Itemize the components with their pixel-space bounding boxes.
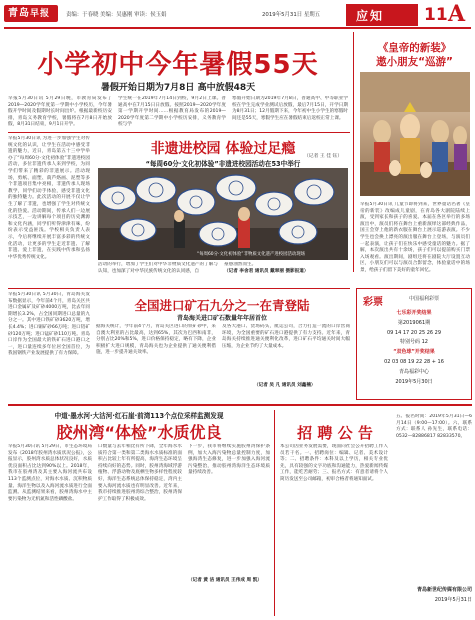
section-rule-2 — [8, 288, 350, 289]
lottery-line-5: “双色球”开奖结果 — [393, 349, 435, 356]
lottery-line-1: 七乐彩开奖结果 — [396, 310, 432, 316]
section-rule — [8, 132, 350, 133]
issue-date: 2019年5月31日 星期五 — [262, 12, 321, 18]
section-banner — [346, 4, 418, 26]
recruit-date: 2019年5月31日 — [434, 597, 472, 603]
mining-col1: 早报5月30日讯 5月30日，青岛海关发布数据显示，今年前4个月，青岛关区共进口金属矿及矿砂4000万吨，比去年同期增长3.2%，占全国同期进口总量的九分之一。其中进口铁矿砂3620万吨，增长4.4%；进口铜矿砂66万吨；进口铝矿砂120万吨；进口锰矿砂110万吨。青岛口岸作为全国最大的铁矿石进口港口之一，进口量连续多年位居全国首位，为我国钢铁产业发展提供了有力保障。 — [8, 292, 90, 357]
stage-illustration — [360, 72, 470, 196]
top-story-subtitle: 暑假开始日期为7月8日 高中放假48天 — [100, 83, 256, 93]
lottery-line-2: 第2019061期 — [397, 319, 431, 326]
lottery-brand: 彩票 — [363, 297, 383, 308]
side-story-photo — [360, 72, 470, 196]
column-rule — [353, 32, 354, 272]
feature-photo-caption: “每周60分·文化初体验”非物质文化遗产进校园活动现场 — [196, 252, 306, 257]
side-story-title-1: 《皇帝的新装》 — [377, 42, 452, 54]
section-label: 应知 — [356, 9, 385, 23]
jiaozhou-col2: 口数量与去年相比有所下降，全年海水水质符合第一类和第二类海水水质标准的面积占比较上年有所提高，海湾生态环境呈持续向好的态势。同时，胶州湾海域浮游植物、浮游动物及底栖生物多样性程度较好，海洋生态系统总体保持稳定，湾内主要入海河流水质也有明显改善。近年来，我市持续推进胶州湾综合整治，胶州湾保护工作取得了积极成效。 — [98, 444, 182, 502]
recruit-title: 招 聘 公 告 — [297, 424, 373, 442]
logo-suffix: 早报 — [30, 9, 51, 19]
mining-story — [8, 290, 350, 400]
jiaozhou-col3: 下一步，我市将继续实施胶州湾保护条例，加大入海污染物总量控制力度，加强海湾生态修复，进一步加强入海河流污染整治，推动胶州湾海洋生态环境质量持续改善。 — [188, 444, 270, 476]
jiaozhou-signature: （记者 黄 洁 通讯员 王伟成 周 凯） — [188, 578, 262, 583]
header-rule — [4, 27, 471, 29]
mining-title: 全国进口矿石九分之一在青登陆 — [134, 298, 310, 313]
top-story-col2: 学生统一在2019年7月14日到校，9月2日上课。普通高中在7月15日日放假。按照2019—2020学年度第一学期开学时间……根据教育局发布的2019—2020学年度第二学期中小学校历安排，义务教育学校与学 — [118, 96, 226, 128]
mining-col2: 据海关统计，今年前4个月，青岛关区进口的铁矿砂中，来自澳大利亚的占比最高，达到65%，其次为巴西和南非，分别占比20%和5%，进口价格保持稳定，略有下降，企业积极扩大进口规模，青岛海关也为企业提供了通关便利措施，进一步提升通关效率。 — [96, 324, 216, 356]
lottery-line-3: 09 14 17 20 25 26 29 — [386, 329, 442, 336]
top-story-signature: （记者 王 佳 钰） — [304, 154, 343, 159]
newspaper-logo — [4, 5, 58, 22]
feature-subtitle: “每周60分·文化初体验”非遗进校园活动在53中举行 — [145, 160, 301, 168]
column-rule-2 — [274, 410, 275, 616]
lottery-line-6: 02 03 08 19 22 28 + 16 — [384, 358, 444, 365]
top-story-title: 小学初中今年暑假55天 — [37, 50, 319, 80]
feature-story — [8, 134, 350, 284]
jiaozhou-title: 胶州湾“体检”水质优良 — [56, 423, 222, 442]
lottery-box — [356, 288, 472, 400]
jiaozhou-story — [8, 408, 270, 616]
top-story-col3: 寒假开始日期为2019年7月8日，普通高中、中等职业学校在学生完成学业测试后放假，最后7月15日，开学日期为8月31日；12月假期下来，今年初中生小学生的寒假时间还是55天，寒假学生应在暑假结束后返校正常上课。 — [232, 96, 348, 121]
recruit-body: 本公司因业务发展需要，现面向社会公开招聘工作人员若干名。一、招聘岗位：编辑、记者、美术设计等；二、招聘条件：本科及以上学历，相关专业优先，具有较强的文字功底和沟通能力，热爱新闻传媒工作，能吃苦耐劳；三、报名方式：有意者请将个人简历发送至公司邮箱，初审合格者将通知面试。 — [280, 444, 388, 482]
feature-photo — [98, 168, 348, 260]
umbrella-photo — [98, 168, 348, 260]
lottery-results — [361, 309, 467, 393]
mining-col3: 及各大港口、货场码头，航运公司，合力打造一流的口岸营商环境，为全国重要的矿石进口港提供了有力支持。近年来，青岛海关持续推进通关便利化改革，进口矿石平均通关时间大幅压缩，为企业节约了大量成本。 — [222, 324, 350, 349]
side-story-body: 早报5月30日讯 儿童节即将到来，世界童话名著《皇帝的新装》改编成儿童剧，在青岛各大剧院陆续上演，受到家长和孩子的喜爱。本届在各区举行的多场演出中，演员们将在舞台上重新演绎这部经典作品，国王会穿上他的新衣服在舞台上展示巡游表演。不少学生也会换上漂亮的演出服在舞台上登场，与演员们一起表演，让孩子们在快乐中感受童话的魅力。据了解，本次演出共有十余场，孩子们可以提前购买门票入场观看。演出期间，剧组还将在剧院大厅设置互动区，小朋友们可以与演员合影留念，体验童话中的场景，给孩子们留下美好的童年回忆。 — [360, 202, 470, 273]
feature-signature: （记者 李舍君 通讯员 戴翠丽 摄影报道） — [224, 269, 309, 274]
editors-line: 责编：于春晓 美编：吴惠刚 审读：侯玉娟 — [66, 12, 167, 18]
lottery-line-4: 特别号码 12 — [400, 339, 428, 346]
jiaozhou-col1: 早报5月30日讯 5月29日，市生态环境局发布《2018年胶州湾水质状况公报》，公报显示，胶州湾水质总体状况良好，水质优良面积占比达到90%以上。2018年，我市在胶州湾及其主要入海河流共布设113个监测点位，对海水水质、沉积物质量、海洋生物以及入海河流水质进行全面监测。从监测结果来看，胶州湾海水中主要污染物为无机氮和活性磷酸盐。 — [8, 444, 92, 502]
page-header — [0, 0, 475, 28]
lottery-center: 中国福利彩票 — [409, 296, 440, 302]
mining-subtitle: 青岛海关进口矿石数量年年居首位 — [176, 315, 267, 322]
page-letter: A — [448, 1, 466, 27]
recruit-org: 青岛新世纪传媒有限公司 — [416, 587, 472, 593]
mining-signature: （记者 吴 凡 通讯员 刘鑫楠） — [254, 383, 316, 388]
feature-left-column: 早报5月30日讯 为进一步加强学生对传统文化的认识，让学生在活动中感受非遗的魅力，近日，青岛第五十三中学举办了“每周60分·文化初体验”非遗进校园活动，多位非遗传承人来到学校，为同学们带来了精彩的非遗展示。活动现场，剪纸、面塑、葫芦烙画、泥塑等多个非遗项目集中亮相，非遗传承人现场教学，同学们动手体验，感受非遗文化的独特魅力。此次活动的开展不仅让学生了解了非遗，也增强了学生对传统文化的热爱。活动期间，传承人们一边展示技艺，一边讲解每个项目的历史渊源和文化内涵，同学们听得津津有味，纷纷表示受益匪浅。学校相关负责人表示，今后将继续开展丰富多彩的传统文化活动，让更多的学生走近非遗、了解非遗、爱上非遗，在实践中传承和弘扬中华优秀传统文化。 — [8, 136, 90, 260]
feature-under-photo-1: 活动的举行，增加了学生们对中华非物质文化遗产的了解与认知，也加深了对中华民族传统文化的认同感，自 — [98, 262, 218, 274]
top-story-col1: 早报5月30日讯 5月29日晚，市教育局发布了2019—2020学年度第一学期中小学校历，今年暑假开学时间及假期时长时间出炉。根据最新校历安排，青岛义务教育学校，暑假将在7月8日开始放假，8月31日结束，9月1日开学。 — [8, 96, 112, 128]
logo-text: 青岛 — [8, 8, 30, 19]
section-rule-3 — [8, 404, 472, 406]
recruit-right: 五、报名时间：2019年5月31日—6月14日（9:00—17:00）。六、联系方式：联系人 孙先生，联系电话：0532—82886817 82833570。 — [396, 414, 472, 439]
feature-under-photo-2: 豪感油然而生。 — [224, 262, 257, 267]
jiaozhou-kicker: 中道·墨水河·大沽河·红石崖·前湾113个点位采样监测发现 — [54, 412, 224, 420]
lottery-line-8: 2019年5月30日 — [395, 378, 433, 385]
side-story-title-2: 遨小朋友“巡游” — [376, 56, 453, 68]
page-number: 11 — [424, 5, 448, 25]
lottery-line-7: 青岛福彩中心 — [398, 368, 429, 375]
recruit-notice — [280, 410, 472, 616]
feature-title: 非遗进校园 体验过足瘾 — [150, 141, 296, 157]
side-story — [358, 38, 471, 278]
